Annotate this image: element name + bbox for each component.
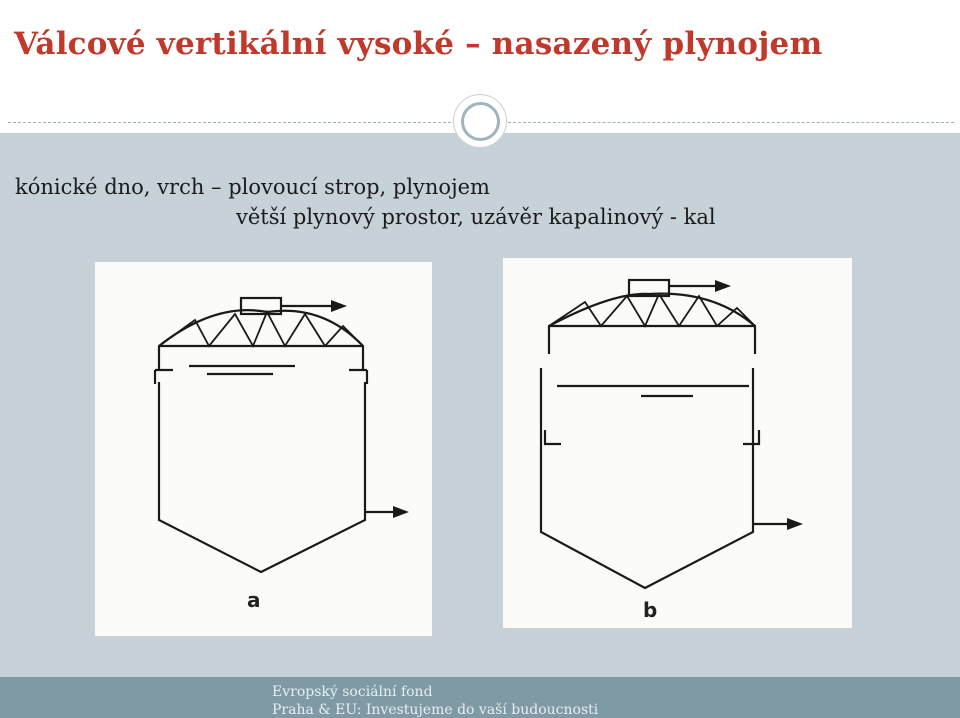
liquid-seal: [155, 370, 367, 384]
body-text-line-1: kónické dno, vrch – plovoucí strop, plynojem: [15, 175, 490, 199]
liquid-seal: [545, 430, 759, 444]
circle-ornament-icon: [453, 94, 507, 148]
tank-diagram-b: [503, 258, 852, 628]
gas-holder-dome: [549, 294, 755, 354]
divider-left: [8, 122, 451, 123]
sludge-arrow-icon: [787, 518, 803, 530]
sludge-arrow-icon: [393, 506, 409, 518]
footer-line-1: Evropský sociální fond: [272, 684, 433, 700]
footer-line-2: Praha & EU: Investujeme do vaší budoucnosti: [272, 702, 599, 718]
gas-holder-dome: [159, 310, 363, 370]
tank-diagram-a: [95, 262, 432, 636]
tank-drawing-b: [503, 258, 852, 628]
figure-label-b: b: [643, 598, 658, 622]
tank-wall: [541, 368, 753, 588]
tank-drawing-a: [95, 262, 432, 636]
tank-wall: [159, 382, 365, 572]
slide-title: Válcové vertikální vysoké – nasazený plynojem: [14, 26, 823, 62]
ornament-ring: [461, 102, 500, 141]
truss-web: [159, 312, 363, 346]
figure-label-a: a: [247, 588, 261, 612]
divider-right: [508, 122, 954, 123]
body-text-line-2: větší plynový prostor, uzávěr kapalinový - kal: [236, 205, 716, 229]
gas-arrow-icon: [715, 280, 731, 292]
gas-arrow-icon: [331, 300, 347, 312]
